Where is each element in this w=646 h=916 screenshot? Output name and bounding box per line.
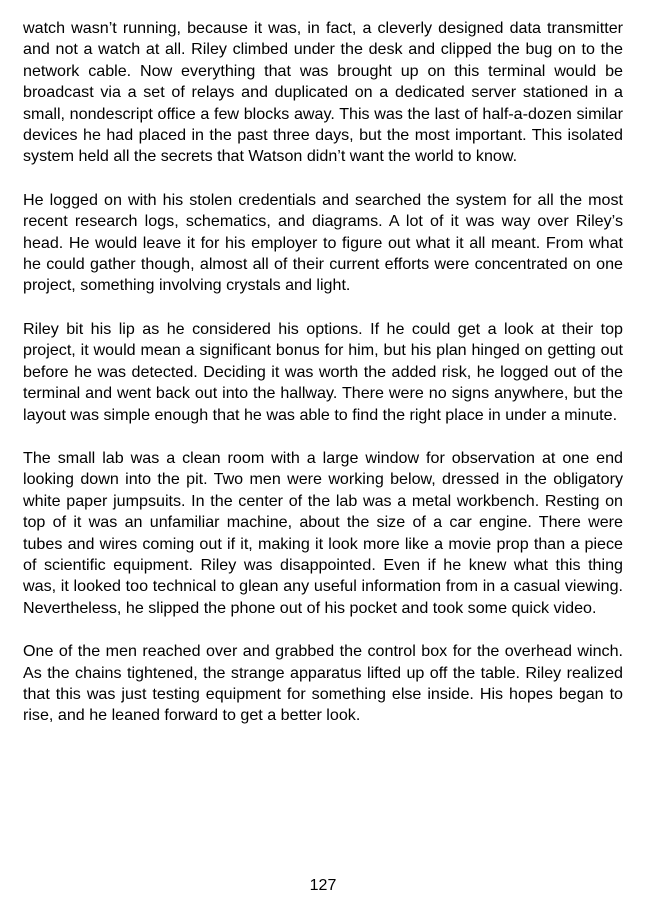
paragraph-2: He logged on with his stolen credentials and searched the system for all the most recent research logs, schematics, and diagrams. A lot of it was way over Riley’s head. He would leave it for his employer to figure out what it all meant. From what he could gather though, almost all of their current efforts were concentrated on one project, something involving crystals and light.: [23, 190, 623, 295]
page-number: 127: [309, 877, 337, 894]
page-body: [23, 18, 623, 749]
paragraph-4: The small lab was a clean room with a large window for observation at one end looking down into the pit. Two men were working below, dressed in the obligatory white paper jumpsuits. In the center of the lab was a metal workbench. Resting on top of it was an unfamiliar machine, about the size of a car engine. There were tubes and wires coming out if it, making it look more like a movie prop than a piece of scientific equipment. Riley was disappointed. Even if he knew what this thing was, it looked too technical to glean any useful information from in a casual viewing. Nevertheless, he slipped the phone out of his pocket and took some quick video.: [23, 448, 623, 617]
paragraph-1: watch wasn’t running, because it was, in fact, a cleverly designed data transmitter and not a watch at all. Riley climbed under the desk and clipped the bug on to the network cable. Now everything that was brought up on this terminal would be broadcast via a set of relays and duplicated on a dedicated server stationed in a small, nondescript office a few blocks away. This was the last of half-a-dozen similar devices he had placed in the past three days, but the most important. This isolated system held all the secrets that Watson didn’t want the world to know.: [23, 19, 623, 166]
paragraph-5: One of the men reached over and grabbed the control box for the overhead winch. As the chains tightened, the strange apparatus lifted up off the table. Riley realized that this was just testing equipment for something else inside. His hopes began to rise, and he leaned forward to get a better look.: [23, 642, 623, 725]
paragraph-3: Riley bit his lip as he considered his options. If he could get a look at their top project, it would mean a significant bonus for him, but his plan hinged on getting out before he was detected. Deciding it was worth the added risk, he logged out of the terminal and went back out into the hallway. There were no signs anywhere, but the layout was simple enough that he was able to find the right place in under a minute.: [23, 319, 623, 424]
